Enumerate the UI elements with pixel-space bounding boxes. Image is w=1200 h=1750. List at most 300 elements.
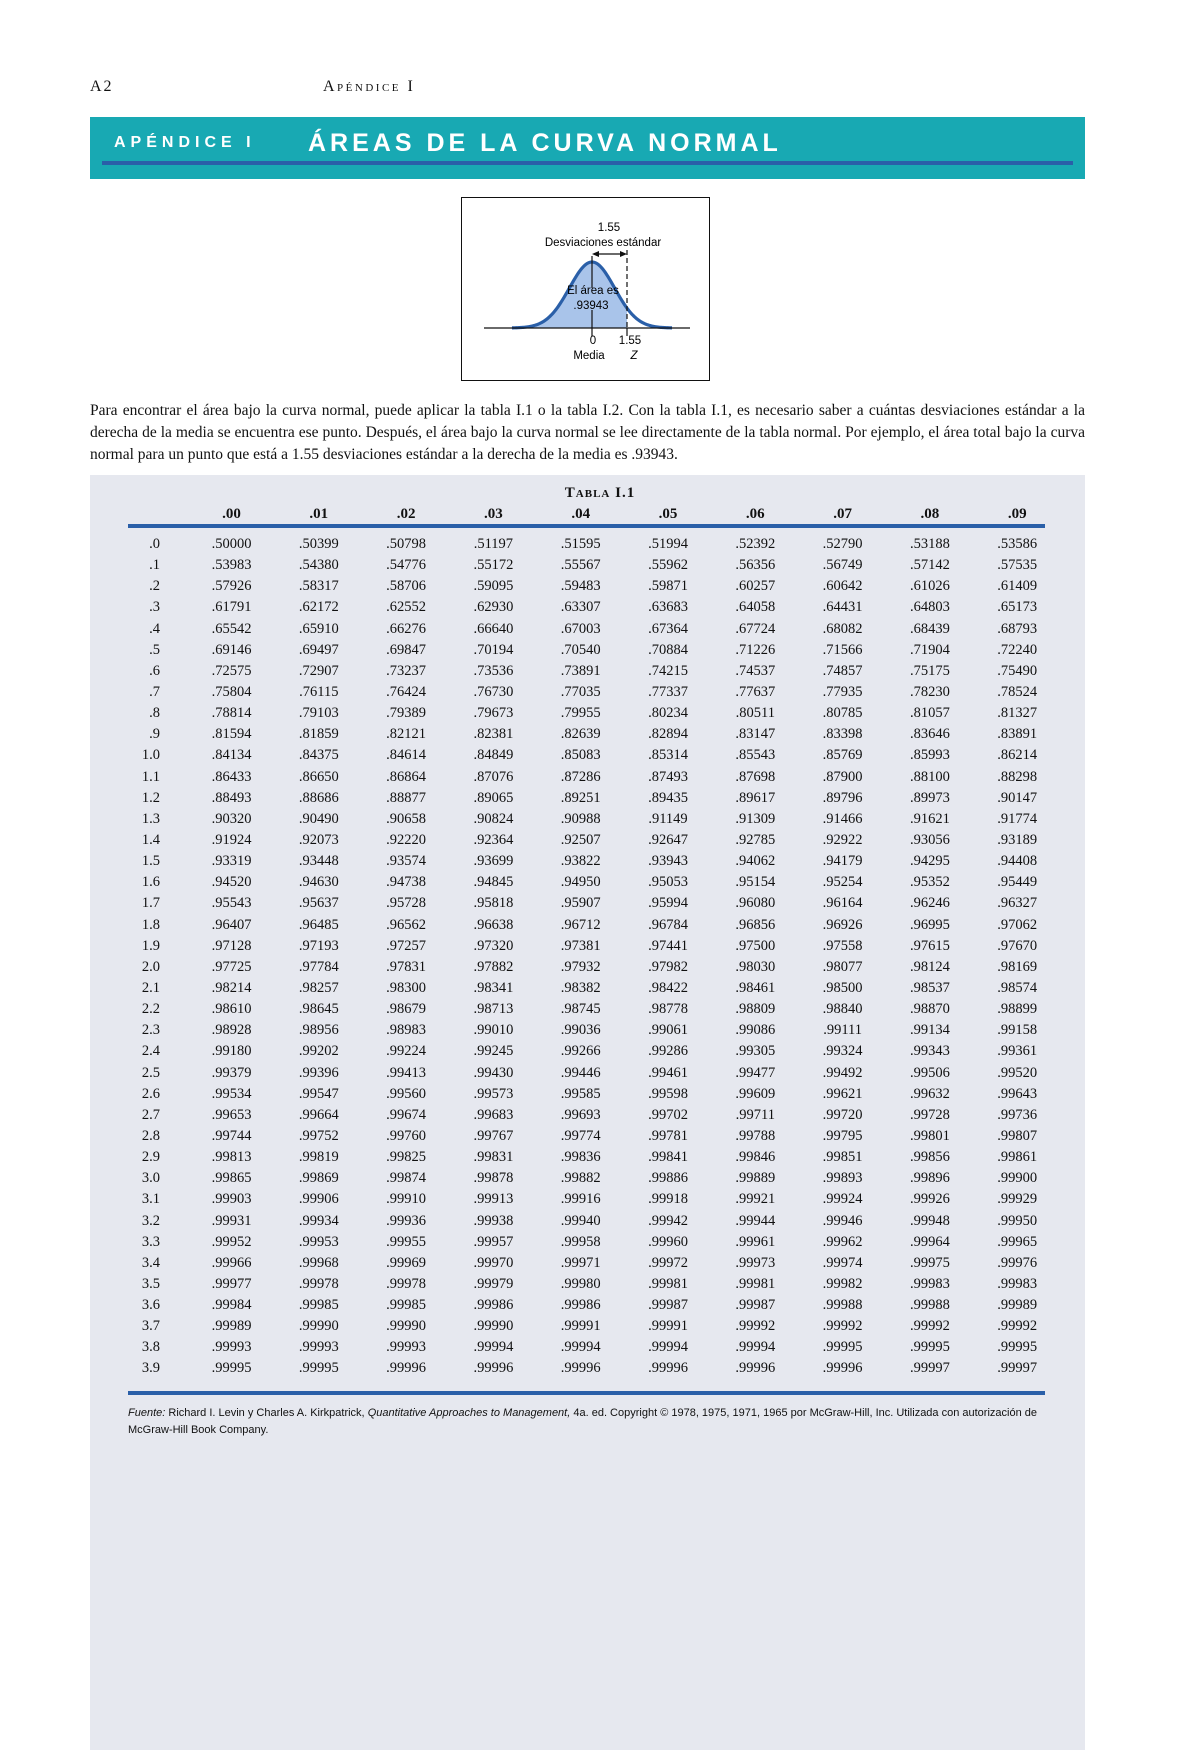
value-cell: .99856	[909, 1149, 950, 1166]
value-cell: .98169	[997, 958, 1038, 975]
source-rest: 4a. ed. Copyright © 1978, 1975, 1971, 1965 por McGraw-Hill, Inc. Utilizada con autorización de McGraw-Hill Book Company.	[128, 1407, 1037, 1436]
value-cell: .93574	[386, 853, 427, 870]
value-cell: .56356	[735, 557, 776, 574]
value-cell: .77035	[560, 683, 601, 700]
value-cell: .99984	[211, 1297, 252, 1314]
z-cell: 1.5	[141, 853, 160, 870]
value-cell: .69146	[211, 641, 252, 658]
z-cell: 2.2	[141, 1001, 160, 1018]
table-row	[128, 895, 1045, 916]
value-cell: .92507	[560, 831, 601, 848]
z-cell: 2.9	[141, 1149, 160, 1166]
value-cell: .99836	[560, 1149, 601, 1166]
value-cell: .99994	[648, 1339, 688, 1356]
value-cell: .97784	[298, 958, 339, 975]
value-cell: .99990	[473, 1318, 514, 1335]
z-cell: .1	[149, 557, 160, 574]
value-cell: .93319	[211, 853, 252, 870]
value-cell: .96856	[735, 916, 776, 933]
value-cell: .80234	[648, 705, 688, 722]
value-cell: .98124	[909, 958, 950, 975]
z-label: Z	[630, 350, 638, 362]
table-row	[128, 1001, 1045, 1022]
value-cell: .95818	[473, 895, 514, 912]
value-cell: .99903	[211, 1191, 252, 1208]
z-cell: 1.1	[141, 768, 160, 785]
value-cell: .99931	[211, 1212, 252, 1229]
z-cell: 3.3	[141, 1233, 160, 1250]
value-cell: .72240	[997, 641, 1038, 658]
table-row	[128, 599, 1045, 620]
value-cell: .98809	[735, 1001, 776, 1018]
value-cell: .92785	[735, 831, 776, 848]
value-cell: .99760	[386, 1127, 427, 1144]
value-cell: .99736	[997, 1106, 1038, 1123]
value-cell: .72907	[298, 662, 339, 679]
table-row	[128, 1170, 1045, 1191]
value-cell: .55962	[648, 557, 688, 574]
value-cell: .97257	[386, 937, 427, 954]
value-cell: .99993	[386, 1339, 427, 1356]
value-cell: .99992	[735, 1318, 776, 1335]
value-cell: .70884	[648, 641, 688, 658]
value-cell: .96712	[560, 916, 601, 933]
value-cell: .99916	[560, 1191, 601, 1208]
value-cell: .92220	[386, 831, 427, 848]
intro-paragraph: Para encontrar el área bajo la curva normal, puede aplicar la tabla I.1 o la tabla I.2. Con la tabla I.1, es necesario saber a cuántas desviaciones estándar a la derecha de la media se encuentra ese punto. Después, el área bajo la curva normal se lee directamente de la tabla normal. Por ejemplo, el área total bajo la curva normal para un punto que está a 1.55 desviaciones estándar a la derecha de la media es .93943.	[90, 402, 1085, 463]
z-cell: 1.8	[141, 916, 160, 933]
value-cell: .99979	[473, 1275, 514, 1292]
z-cell: 3.7	[141, 1318, 160, 1335]
z-cell: .9	[149, 726, 160, 743]
z-cell: 2.6	[141, 1085, 160, 1102]
value-cell: .90490	[298, 810, 339, 827]
value-cell: .99324	[822, 1043, 863, 1060]
value-cell: .75490	[997, 662, 1038, 679]
value-cell: .99985	[298, 1297, 339, 1314]
value-cell: .99379	[211, 1064, 252, 1081]
value-cell: .87493	[648, 768, 688, 785]
column-header: .07	[833, 506, 852, 522]
table-row	[128, 790, 1045, 811]
value-cell: .99061	[648, 1022, 688, 1039]
value-cell: .50399	[298, 536, 339, 552]
value-cell: .99547	[298, 1085, 339, 1102]
value-cell: .95728	[386, 895, 427, 912]
value-cell: .79673	[473, 705, 514, 722]
value-cell: .95994	[648, 895, 688, 912]
value-cell: .99653	[211, 1106, 252, 1123]
z-cell: 2.0	[141, 958, 160, 975]
value-cell: .99996	[648, 1360, 688, 1377]
value-cell: .99953	[298, 1233, 339, 1250]
value-cell: .59095	[473, 578, 514, 595]
value-cell: .99989	[997, 1297, 1038, 1314]
value-cell: .87698	[735, 768, 776, 785]
value-cell: .99995	[822, 1339, 863, 1356]
z-cell: .8	[149, 705, 160, 722]
table-row	[128, 1149, 1045, 1170]
value-cell: .76730	[473, 683, 514, 700]
table-row	[128, 536, 1045, 557]
value-cell: .99957	[473, 1233, 514, 1250]
value-cell: .85769	[822, 747, 863, 764]
area-value: .93943	[573, 300, 609, 312]
table-top-rule	[128, 524, 1045, 528]
z-cell: 3.4	[141, 1254, 160, 1271]
value-cell: .98257	[298, 979, 339, 996]
value-cell: .99693	[560, 1106, 601, 1123]
value-cell: .51595	[560, 536, 601, 552]
value-cell: .94738	[386, 874, 427, 891]
value-cell: .84134	[211, 747, 252, 764]
value-cell: .79955	[560, 705, 601, 722]
value-cell: .94062	[735, 853, 776, 870]
value-cell: .98645	[298, 1001, 339, 1018]
value-cell: .99929	[997, 1191, 1038, 1208]
table-row	[128, 705, 1045, 726]
value-cell: .95449	[997, 874, 1038, 891]
value-cell: .57535	[997, 557, 1038, 574]
table-body	[128, 536, 1045, 1382]
value-cell: .98840	[822, 1001, 863, 1018]
value-cell: .88298	[997, 768, 1038, 785]
value-cell: .99882	[560, 1170, 601, 1187]
value-cell: .81859	[298, 726, 339, 743]
value-cell: .99986	[560, 1297, 601, 1314]
value-cell: .97381	[560, 937, 601, 954]
z-cell: .5	[149, 641, 160, 658]
value-cell: .99997	[997, 1360, 1038, 1377]
value-cell: .98745	[560, 1001, 601, 1018]
z-cell: .4	[149, 620, 160, 637]
value-cell: .85314	[648, 747, 688, 764]
value-cell: .99988	[909, 1297, 950, 1314]
value-cell: .99036	[560, 1022, 601, 1039]
value-cell: .99981	[648, 1275, 688, 1292]
value-cell: .64058	[735, 599, 776, 616]
value-cell: .88877	[386, 789, 427, 806]
value-cell: .99991	[648, 1318, 688, 1335]
value-cell: .99996	[560, 1360, 601, 1377]
column-header: .02	[396, 506, 416, 522]
value-cell: .62172	[298, 599, 339, 616]
value-cell: .99573	[473, 1085, 514, 1102]
value-cell: .50000	[211, 536, 252, 552]
value-cell: .63683	[648, 599, 688, 616]
value-cell: .99983	[997, 1275, 1038, 1292]
value-cell: .99767	[473, 1127, 514, 1144]
value-cell: .99720	[822, 1106, 863, 1123]
table-row	[128, 1360, 1045, 1381]
value-cell: .97615	[909, 937, 950, 954]
table-row	[128, 874, 1045, 895]
value-cell: .99245	[473, 1043, 514, 1060]
value-cell: .99964	[909, 1233, 950, 1250]
value-cell: .60257	[735, 578, 776, 595]
value-cell: .87076	[473, 768, 514, 785]
value-cell: .99970	[473, 1254, 514, 1271]
value-cell: .76115	[299, 683, 339, 700]
value-cell: .99977	[211, 1275, 252, 1292]
mean-label: Media	[573, 350, 605, 362]
value-cell: .99988	[822, 1297, 863, 1314]
value-cell: .71904	[909, 641, 950, 658]
value-cell: .99744	[211, 1127, 252, 1144]
value-cell: .98500	[822, 979, 863, 996]
value-cell: .96164	[822, 895, 863, 912]
value-cell: .99752	[298, 1127, 339, 1144]
z-cell: 1.9	[141, 937, 160, 954]
value-cell: .99960	[648, 1233, 688, 1250]
value-cell: .68793	[997, 620, 1038, 637]
value-cell: .96638	[473, 916, 514, 933]
value-cell: .99966	[211, 1254, 252, 1271]
value-cell: .99413	[386, 1064, 427, 1081]
value-cell: .99825	[386, 1149, 427, 1166]
value-cell: .97725	[211, 958, 252, 975]
value-cell: .63307	[560, 599, 601, 616]
value-cell: .99986	[473, 1297, 514, 1314]
value-cell: .98461	[735, 979, 776, 996]
value-cell: .76424	[386, 683, 427, 700]
table-row	[128, 642, 1045, 663]
value-cell: .99992	[822, 1318, 863, 1335]
value-cell: .93189	[997, 831, 1038, 848]
value-cell: .66276	[386, 620, 427, 637]
value-cell: .99831	[473, 1149, 514, 1166]
value-cell: .97882	[473, 958, 514, 975]
value-cell: .95543	[211, 895, 252, 912]
value-cell: .95254	[822, 874, 863, 891]
value-cell: .99807	[997, 1127, 1038, 1144]
value-cell: .99111	[823, 1022, 862, 1039]
value-cell: .59871	[648, 578, 688, 595]
value-cell: .67003	[560, 620, 601, 637]
value-cell: .99921	[735, 1191, 776, 1208]
value-cell: .99987	[735, 1297, 776, 1314]
value-cell: .81327	[997, 705, 1038, 722]
value-cell: .94179	[822, 853, 863, 870]
value-cell: .99972	[648, 1254, 688, 1271]
value-cell: .65910	[298, 620, 339, 637]
z-cell: 1.3	[141, 810, 160, 827]
table-bottom-rule	[128, 1391, 1045, 1395]
value-cell: .97193	[298, 937, 339, 954]
table-row	[128, 1065, 1045, 1086]
running-section: Apéndice I	[323, 78, 416, 95]
value-cell: .73237	[386, 662, 427, 679]
value-cell: .99974	[822, 1254, 863, 1271]
value-cell: .99477	[735, 1064, 776, 1081]
value-cell: .61791	[211, 599, 252, 616]
value-cell: .99918	[648, 1191, 688, 1208]
z-cell: 3.8	[141, 1339, 160, 1356]
value-cell: .67724	[735, 620, 776, 637]
column-header: .03	[484, 506, 503, 522]
z-cell: 3.9	[141, 1360, 160, 1377]
value-cell: .98214	[211, 979, 252, 996]
table-caption: Tabla I.1	[564, 485, 636, 501]
value-cell: .83398	[822, 726, 863, 743]
value-cell: .99913	[473, 1191, 514, 1208]
value-cell: .78524	[997, 683, 1038, 700]
z-cell: 1.0	[141, 747, 160, 764]
column-header: .00	[222, 506, 241, 522]
value-cell: .99643	[997, 1085, 1038, 1102]
value-cell: .99926	[909, 1191, 950, 1208]
value-cell: .77337	[648, 683, 688, 700]
value-cell: .82639	[560, 726, 601, 743]
value-cell: .87900	[822, 768, 863, 785]
value-cell: .96562	[386, 916, 427, 933]
table-row	[128, 853, 1045, 874]
value-cell: .99893	[822, 1170, 863, 1187]
value-cell: .97500	[735, 937, 776, 954]
value-cell: .99952	[211, 1233, 252, 1250]
value-cell: .99934	[298, 1212, 339, 1229]
z-cell: 2.4	[141, 1043, 160, 1060]
value-cell: .93056	[909, 831, 950, 848]
value-cell: .93822	[560, 853, 601, 870]
value-cell: .99958	[560, 1233, 601, 1250]
value-cell: .58706	[386, 578, 427, 595]
value-cell: .85993	[909, 747, 950, 764]
value-cell: .86214	[997, 747, 1038, 764]
value-cell: .97558	[822, 937, 863, 954]
value-cell: .99846	[735, 1149, 776, 1166]
value-cell: .99940	[560, 1212, 601, 1229]
table-row	[128, 980, 1045, 1001]
value-cell: .89796	[822, 789, 863, 806]
table-row	[128, 811, 1045, 832]
value-cell: .96407	[211, 916, 252, 933]
value-cell: .88493	[211, 789, 252, 806]
value-cell: .99944	[735, 1212, 776, 1229]
value-cell: .74537	[735, 662, 776, 679]
value-cell: .77935	[822, 683, 863, 700]
value-cell: .83891	[997, 726, 1038, 743]
value-cell: .99878	[473, 1170, 514, 1187]
value-cell: .97128	[211, 937, 252, 954]
value-cell: .96926	[822, 916, 863, 933]
value-cell: .98956	[298, 1022, 339, 1039]
value-cell: .99609	[735, 1085, 776, 1102]
column-header: .04	[571, 506, 591, 522]
value-cell: .71566	[822, 641, 863, 658]
table-row	[128, 1191, 1045, 1212]
value-cell: .98610	[211, 1001, 252, 1018]
value-cell: .97062	[997, 916, 1038, 933]
table-row	[128, 578, 1045, 599]
value-cell: .82381	[473, 726, 514, 743]
value-cell: .99969	[386, 1254, 427, 1271]
normal-curve-figure	[461, 197, 710, 381]
value-cell: .98030	[735, 958, 776, 975]
value-cell: .98574	[997, 979, 1038, 996]
value-cell: .99992	[997, 1318, 1038, 1335]
value-cell: .90147	[997, 789, 1038, 806]
table-row	[128, 1107, 1045, 1128]
value-cell: .89065	[473, 789, 514, 806]
table-row	[128, 1234, 1045, 1255]
value-cell: .68439	[909, 620, 950, 637]
value-cell: .99910	[386, 1191, 427, 1208]
value-cell: .83646	[909, 726, 950, 743]
value-cell: .99180	[211, 1043, 252, 1060]
appendix-label: APÉNDICE I	[114, 134, 256, 151]
value-cell: .55567	[560, 557, 601, 574]
value-cell: .99995	[997, 1339, 1038, 1356]
normal-curve-svg	[462, 198, 709, 380]
value-cell: .59483	[560, 578, 601, 595]
table-row	[128, 557, 1045, 578]
value-cell: .98679	[386, 1001, 427, 1018]
value-cell: .91621	[909, 810, 950, 827]
value-cell: .96485	[298, 916, 339, 933]
value-cell: .99683	[473, 1106, 514, 1123]
value-cell: .78230	[909, 683, 950, 700]
z-cell: .0	[149, 536, 160, 552]
z-cell: 3.2	[141, 1212, 160, 1229]
value-cell: .95637	[298, 895, 339, 912]
value-cell: .96327	[997, 895, 1038, 912]
value-cell: .84375	[298, 747, 339, 764]
value-cell: .97670	[997, 937, 1038, 954]
value-cell: .99924	[822, 1191, 863, 1208]
value-cell: .99983	[909, 1275, 950, 1292]
value-cell: .71226	[735, 641, 776, 658]
value-cell: .54380	[298, 557, 339, 574]
value-cell: .99900	[997, 1170, 1038, 1187]
table-row	[128, 1276, 1045, 1297]
value-cell: .60642	[822, 578, 863, 595]
value-cell: .99938	[473, 1212, 514, 1229]
table-header-row	[128, 506, 1045, 524]
value-cell: .91466	[822, 810, 863, 827]
value-cell: .68082	[822, 620, 863, 637]
value-cell: .99994	[735, 1339, 776, 1356]
table-row	[128, 621, 1045, 642]
value-cell: .75804	[211, 683, 252, 700]
value-cell: .86650	[298, 768, 339, 785]
value-cell: .99560	[386, 1085, 427, 1102]
value-cell: .99874	[386, 1170, 427, 1187]
value-cell: .66640	[473, 620, 514, 637]
value-cell: .99996	[735, 1360, 776, 1377]
value-cell: .56749	[822, 557, 863, 574]
z-cell: 2.7	[141, 1106, 160, 1123]
value-cell: .91149	[648, 810, 688, 827]
value-cell: .99851	[822, 1149, 863, 1166]
running-head	[90, 78, 690, 98]
value-cell: .69497	[298, 641, 339, 658]
value-cell: .99361	[997, 1043, 1038, 1060]
table-row	[128, 917, 1045, 938]
value-cell: .80511	[735, 705, 775, 722]
z-cell: 3.0	[141, 1170, 160, 1187]
value-cell: .73536	[473, 662, 514, 679]
value-cell: .99266	[560, 1043, 601, 1060]
value-cell: .90320	[211, 810, 252, 827]
value-cell: .80785	[822, 705, 863, 722]
value-cell: .58317	[298, 578, 339, 595]
table-row	[128, 769, 1045, 790]
value-cell: .98300	[386, 979, 427, 996]
value-cell: .99975	[909, 1254, 950, 1271]
value-cell: .99886	[648, 1170, 688, 1187]
value-cell: .99889	[735, 1170, 776, 1187]
